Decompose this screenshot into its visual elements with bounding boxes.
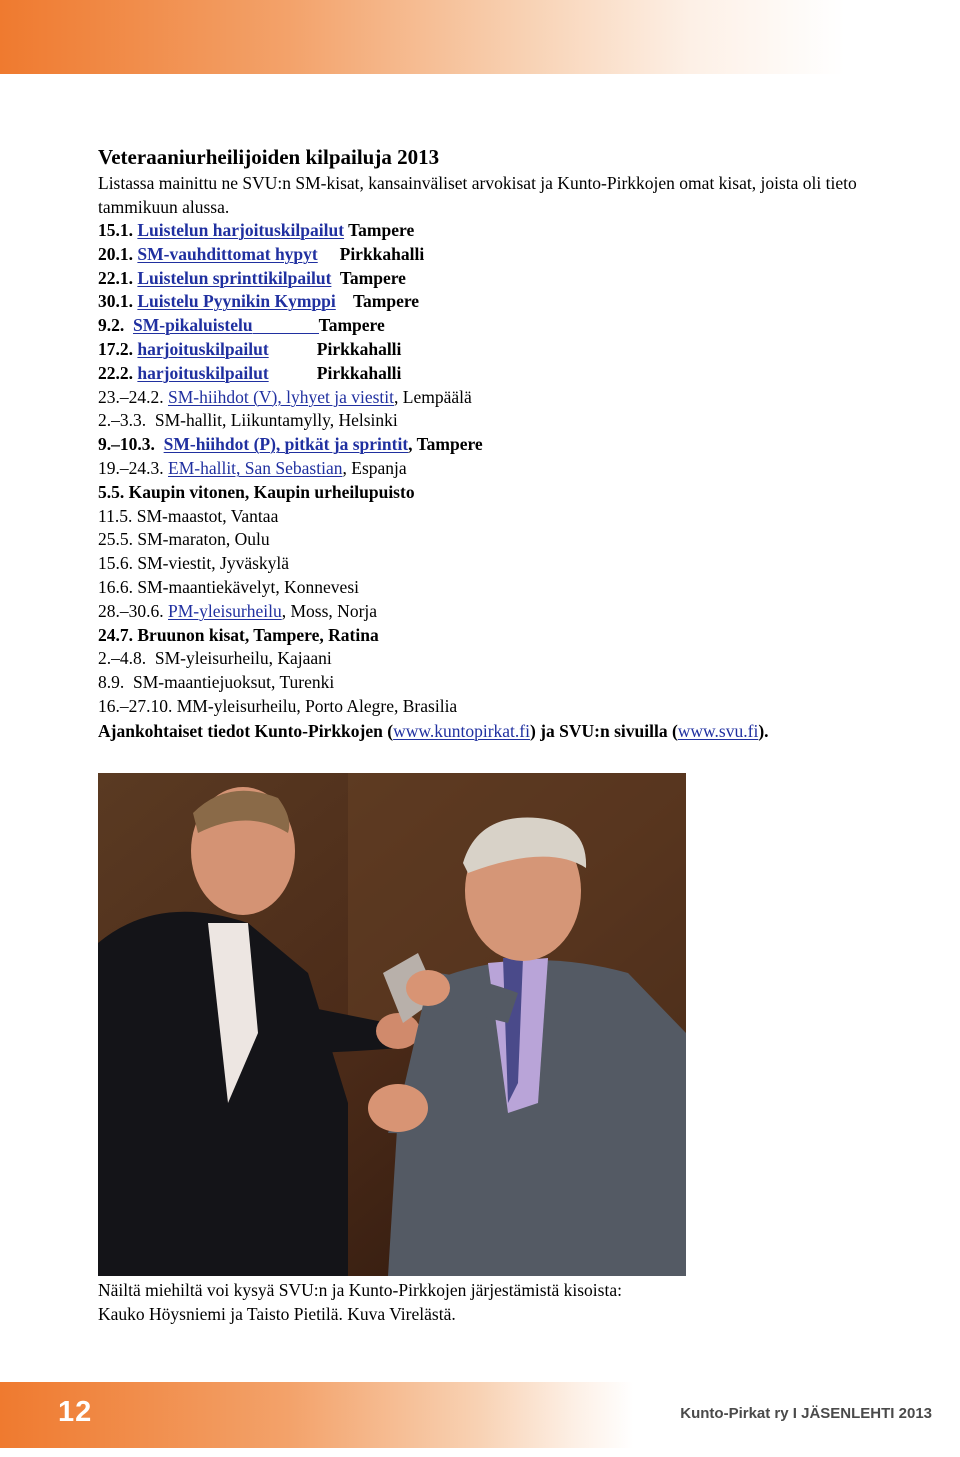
event-date: 28.–30.6. bbox=[98, 600, 168, 621]
svu-link[interactable]: www.svu.fi bbox=[677, 720, 759, 741]
event-item bbox=[98, 457, 938, 481]
event-item bbox=[98, 528, 938, 552]
event-link[interactable]: EM-hallit, San Sebastian bbox=[168, 457, 343, 478]
page-number: 12 bbox=[58, 1396, 93, 1428]
event-link[interactable]: SM-vauhdittomat hypyt bbox=[137, 243, 318, 264]
link-underline-pad bbox=[253, 317, 319, 335]
event-list bbox=[98, 219, 938, 719]
article bbox=[98, 143, 938, 743]
event-item bbox=[98, 481, 938, 505]
event-location: , Espanja bbox=[342, 457, 407, 478]
kuntopirkat-link[interactable]: www.kuntopirkat.fi bbox=[393, 720, 530, 741]
event-date: 8.9. bbox=[98, 672, 133, 693]
event-date: 2.–3.3. bbox=[98, 410, 155, 431]
event-item bbox=[98, 552, 938, 576]
event-location: SM-hallit, Liikuntamylly, Helsinki bbox=[154, 410, 398, 431]
event-link[interactable]: harjoituskilpailut bbox=[137, 338, 269, 359]
event-link[interactable]: PM-yleisurheilu bbox=[168, 600, 282, 621]
event-date: 20.1. bbox=[98, 243, 138, 264]
event-location: Pirkkahalli bbox=[268, 362, 402, 383]
event-date: 16.6. bbox=[98, 576, 138, 597]
event-date: 2.–4.8. bbox=[98, 648, 155, 669]
event-date: 22.1. bbox=[98, 267, 138, 288]
event-location: SM-maraton, Oulu bbox=[137, 529, 270, 550]
event-date: 24.7. bbox=[98, 624, 138, 645]
event-date: 15.1. bbox=[98, 220, 138, 240]
event-date: 22.2. bbox=[98, 362, 138, 383]
event-item bbox=[98, 314, 938, 338]
event-date: 17.2. bbox=[98, 338, 138, 359]
event-item bbox=[98, 647, 938, 671]
event-location: SM-viestit, Jyväskylä bbox=[137, 553, 290, 574]
event-date: 5.5. bbox=[98, 481, 129, 502]
event-location: Kaupin vitonen, Kaupin urheilupuisto bbox=[128, 481, 415, 502]
event-location: , Lempäälä bbox=[394, 386, 472, 407]
event-date: 16.–27.10. bbox=[98, 695, 177, 716]
event-location: SM-maastot, Vantaa bbox=[136, 505, 279, 526]
info-note: Ajankohtaiset tiedot Kunto-Pirkkojen (www.kuntopirkat.fi) ja SVU:n sivuilla (www.svu.fi). bbox=[98, 720, 769, 741]
event-link[interactable]: Luistelun sprinttikilpailut bbox=[137, 267, 332, 288]
event-item bbox=[98, 243, 938, 267]
event-location: , Tampere bbox=[408, 434, 483, 455]
event-item bbox=[98, 362, 938, 386]
event-item bbox=[98, 409, 938, 433]
page-title: Veteraaniurheilijoiden kilpailuja 2013 bbox=[98, 145, 440, 169]
event-item bbox=[98, 386, 938, 410]
event-location: MM-yleisurheilu, Porto Alegre, Brasilia bbox=[176, 695, 458, 716]
event-date: 19.–24.3. bbox=[98, 457, 168, 478]
event-date: 25.5. bbox=[98, 529, 138, 550]
intro-text: Listassa mainittu ne SVU:n SM-kisat, kansainväliset arvokisat ja Kunto-Pirkkojen omat kisat, joista oli tieto tammikuun alussa. bbox=[98, 173, 857, 217]
event-item bbox=[98, 290, 938, 314]
event-date: 9.2. bbox=[98, 315, 133, 336]
top-decor-band bbox=[0, 0, 960, 74]
event-location: Tampere bbox=[331, 267, 406, 288]
event-link[interactable]: SM-hiihdot (P), pitkät ja sprintit bbox=[163, 434, 409, 455]
event-date: 30.1. bbox=[98, 291, 138, 312]
photo-caption: Näiltä miehiltä voi kysyä SVU:n ja Kunto-Pirkkojen järjestämistä kisoista: Kauko Höysniemi ja Taisto Pietilä. Kuva Virelästä. bbox=[98, 1280, 622, 1324]
event-location: Pirkkahalli bbox=[317, 243, 425, 264]
event-link[interactable]: Luistelun harjoituskilpailut bbox=[137, 220, 345, 240]
event-location: Tampere bbox=[318, 315, 385, 336]
event-link[interactable]: SM-pikaluistelu bbox=[133, 315, 253, 336]
event-item bbox=[98, 695, 938, 719]
event-link[interactable]: SM-hiihdot (V), lyhyet ja viestit bbox=[168, 386, 395, 407]
event-item bbox=[98, 576, 938, 600]
event-item bbox=[98, 624, 938, 648]
event-item bbox=[98, 671, 938, 695]
event-date: 23.–24.2. bbox=[98, 386, 168, 407]
event-location: SM-maantiekävelyt, Konnevesi bbox=[137, 576, 359, 597]
event-link[interactable]: harjoituskilpailut bbox=[137, 362, 269, 383]
event-location: SM-yleisurheilu, Kajaani bbox=[154, 648, 332, 669]
event-item bbox=[98, 505, 938, 529]
event-item bbox=[98, 219, 938, 243]
event-date: 11.5. bbox=[98, 505, 137, 526]
event-location: , Moss, Norja bbox=[281, 600, 378, 621]
event-item bbox=[98, 267, 938, 291]
event-location: Bruunon kisat, Tampere, Ratina bbox=[137, 624, 379, 645]
event-date: 15.6. bbox=[98, 553, 138, 574]
event-link[interactable]: Luistelu Pyynikin Kymppi bbox=[137, 291, 336, 312]
event-date: 9.–10.3. bbox=[98, 434, 164, 455]
event-item bbox=[98, 338, 938, 362]
magazine-name: Kunto-Pirkat ry I JÄSENLEHTI 2013 bbox=[680, 1405, 932, 1422]
event-location: Pirkkahalli bbox=[268, 338, 402, 359]
event-location: SM-maantiejuoksut, Turenki bbox=[133, 672, 335, 693]
event-item bbox=[98, 433, 938, 457]
handshake-photo bbox=[98, 773, 686, 1276]
event-location: Tampere bbox=[344, 220, 415, 240]
event-location: Tampere bbox=[335, 291, 420, 312]
event-item bbox=[98, 600, 938, 624]
